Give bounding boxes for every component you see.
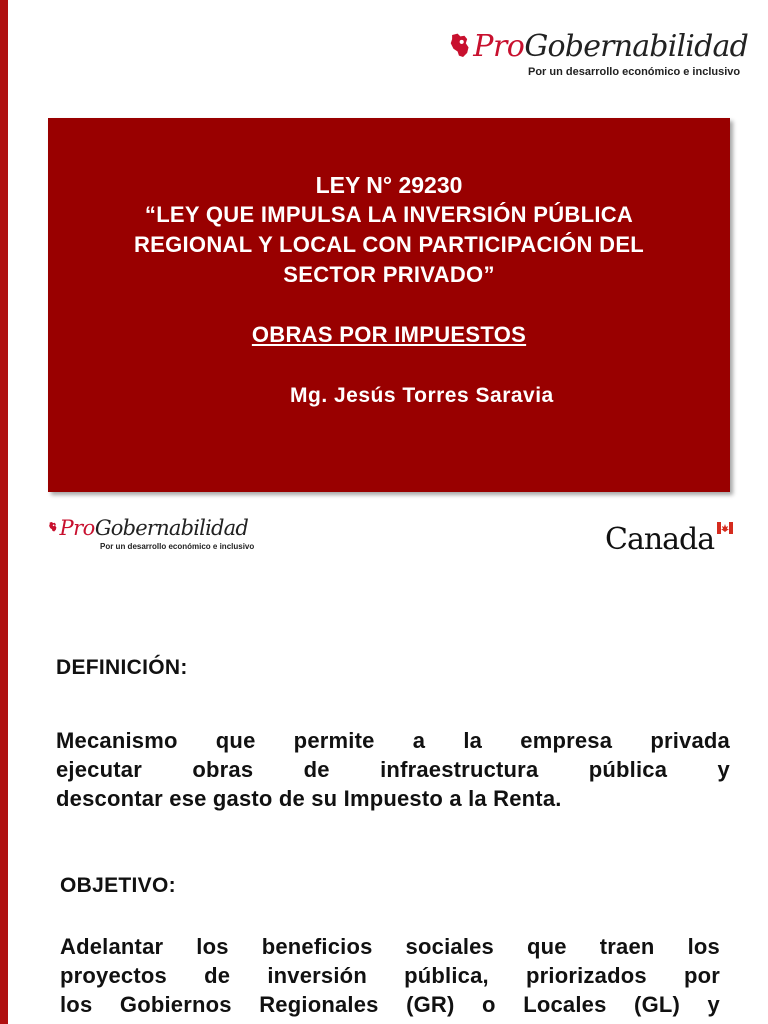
- canada-flag-icon: [717, 522, 733, 534]
- canada-word: Canada: [605, 522, 715, 557]
- objective-heading: OBJETIVO:: [60, 874, 176, 897]
- author: Mg. Jesús Torres Saravia: [290, 384, 554, 407]
- objective-line: los Gobiernos Regionales (GR) o Locales (GL) y: [60, 992, 720, 1017]
- objective-line: Adelantar los beneficios sociales que traen los: [60, 934, 720, 959]
- definition-heading: DEFINICIÓN:: [56, 656, 188, 679]
- logo-gob-text: Gobernabilidad: [94, 516, 248, 540]
- progobernabilidad-logo: [448, 26, 748, 90]
- subtitle: OBRAS POR IMPUESTOS: [251, 322, 527, 347]
- law-name-line: REGIONAL Y LOCAL CON PARTICIPACIÓN DEL: [133, 232, 645, 257]
- definition-line: Mecanismo que permite a la empresa privada: [56, 728, 730, 753]
- definition-line: descontar ese gasto de su Impuesto a la Renta.: [56, 786, 562, 811]
- canada-wordmark: [605, 520, 735, 560]
- law-name: [48, 200, 730, 290]
- logo-tagline: Por un desarrollo económico e inclusivo: [100, 542, 255, 551]
- definition-text: [56, 726, 730, 813]
- peru-map-icon: [48, 512, 58, 542]
- peru-map-icon: [448, 26, 471, 66]
- objective-line: proyectos de inversión pública, priorizados por: [60, 963, 720, 988]
- law-name-line: SECTOR PRIVADO”: [283, 262, 495, 287]
- law-number: LEY N° 29230: [315, 172, 463, 198]
- definition-line: ejecutar obras de infraestructura pública y: [56, 757, 730, 782]
- logo-pro-text: Pro: [59, 516, 95, 540]
- logo-tagline: Por un desarrollo económico e inclusivo: [528, 66, 741, 78]
- objective-text: [60, 932, 720, 1019]
- logo-gob-text: Gobernabilidad: [524, 29, 748, 64]
- logo-pro-text: Pro: [473, 29, 525, 64]
- title-box: [48, 118, 730, 492]
- progobernabilidad-logo-small: [48, 512, 255, 558]
- left-accent-bar: [0, 0, 8, 1024]
- law-name-line: “LEY QUE IMPULSA LA INVERSIÓN PÚBLICA: [144, 202, 634, 227]
